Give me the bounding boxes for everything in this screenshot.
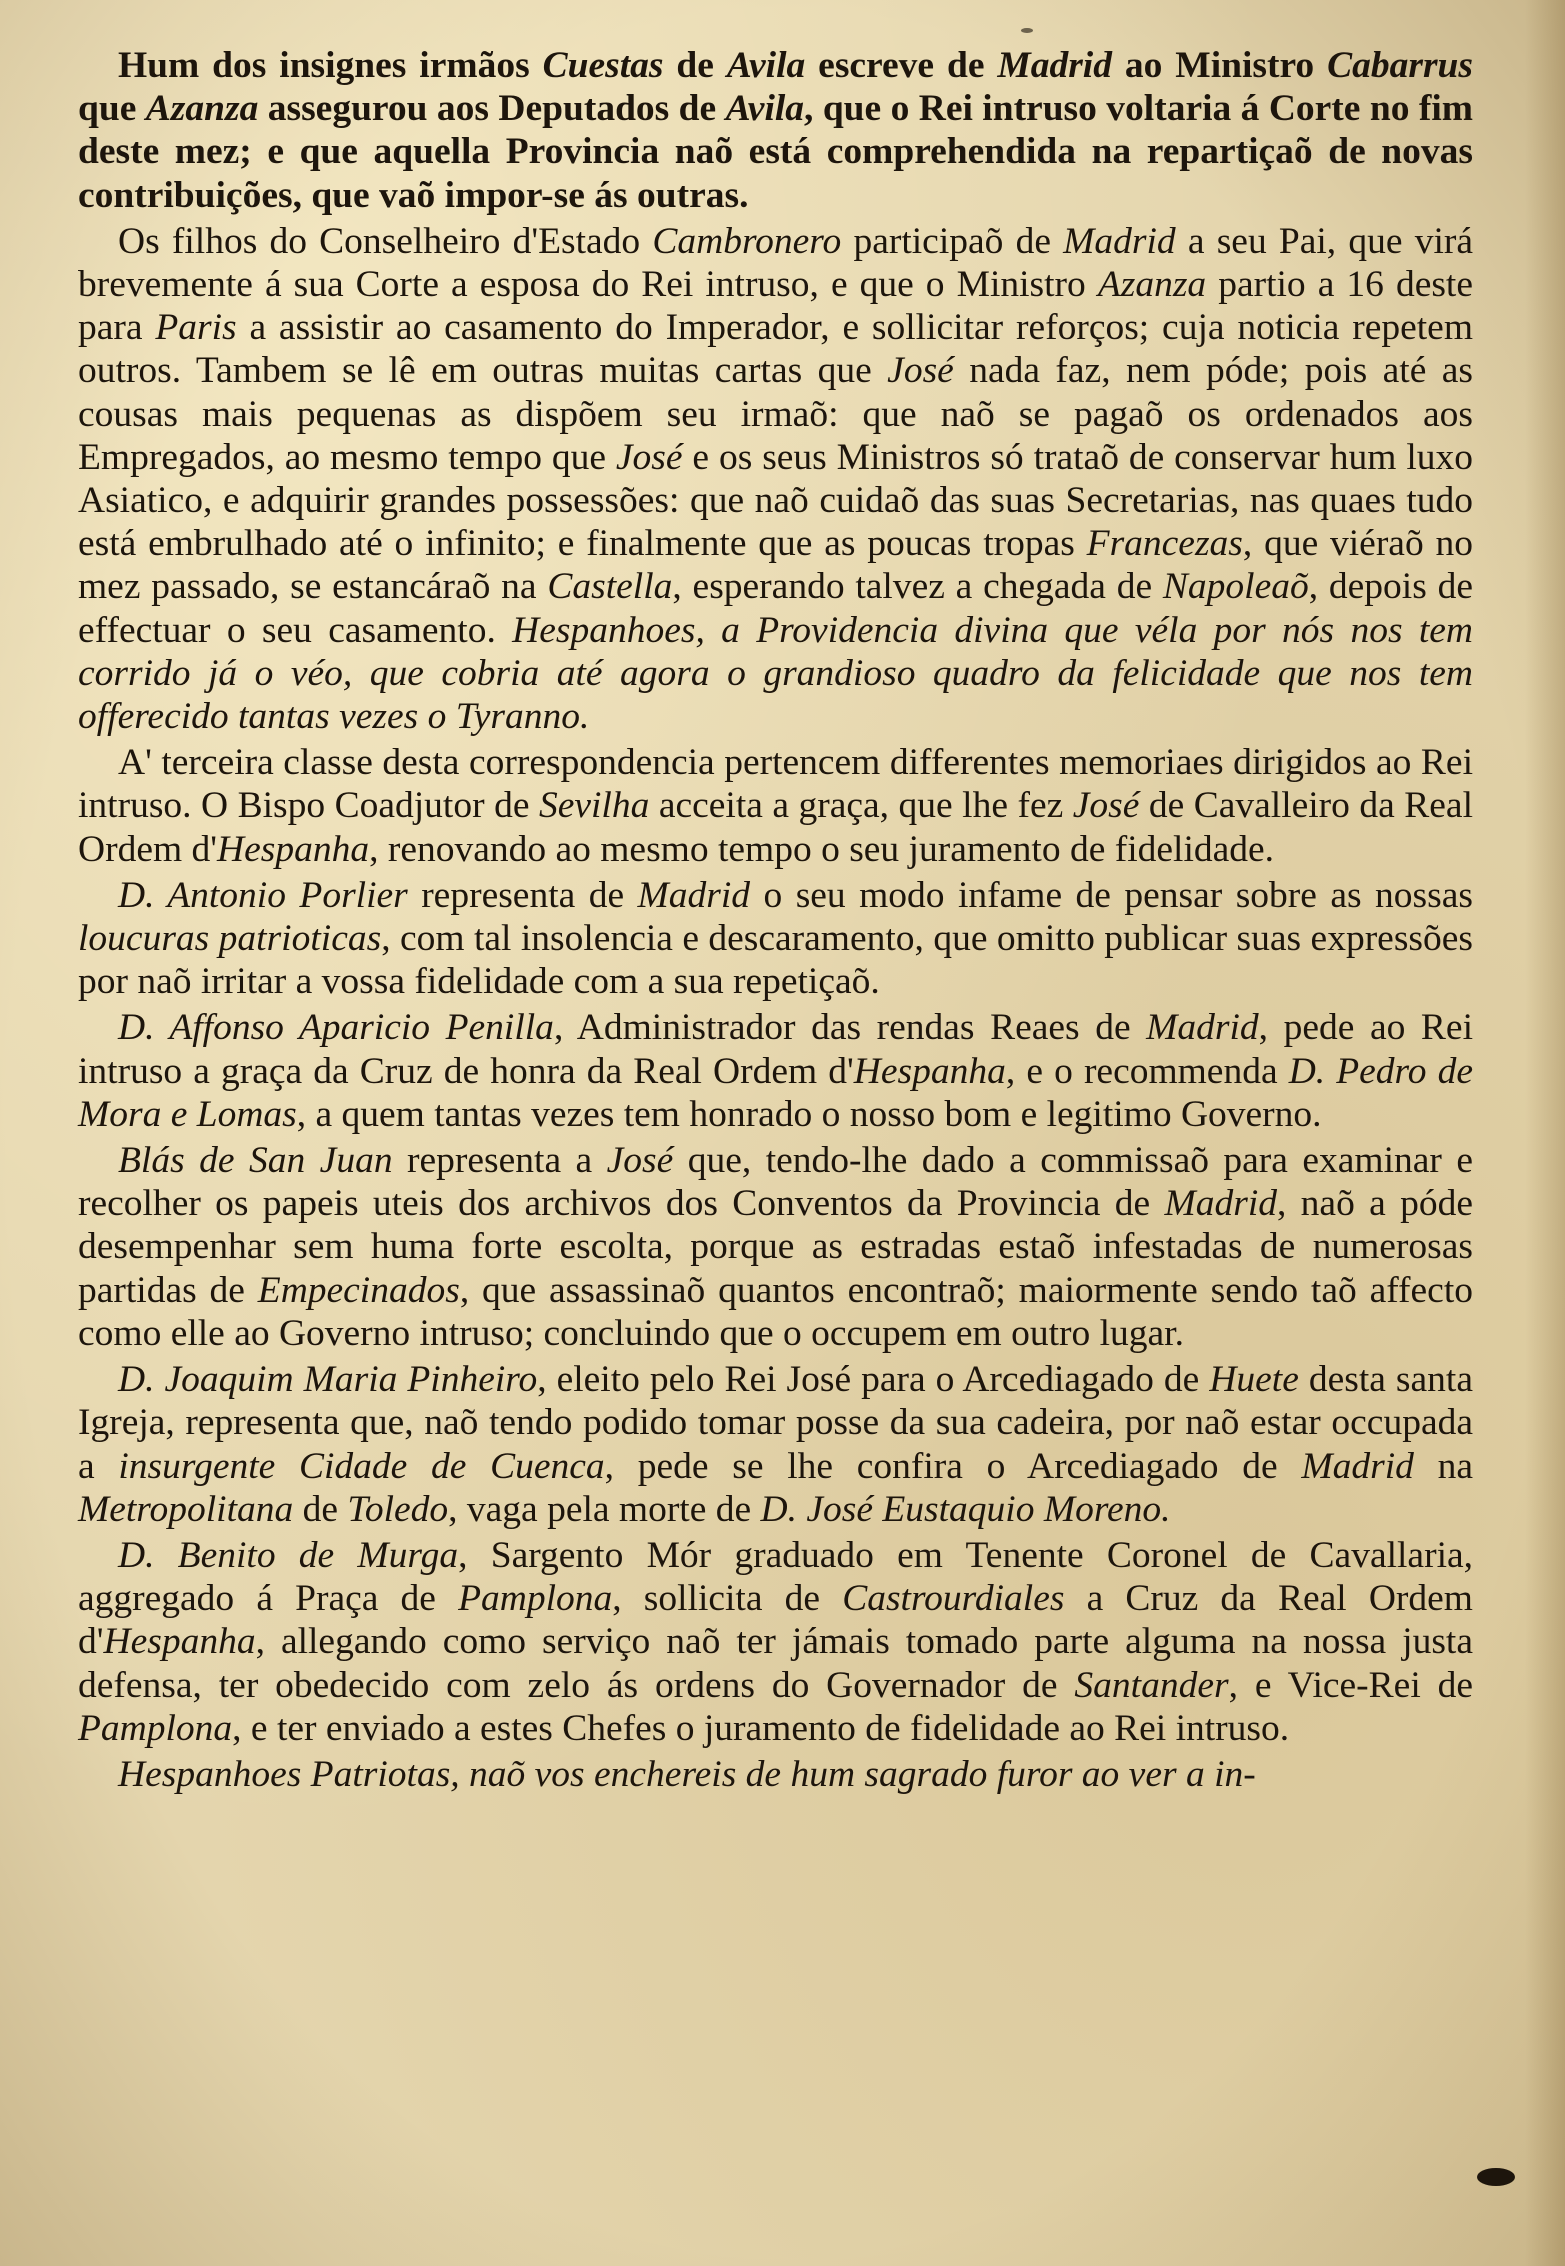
paragraph xyxy=(78,44,1473,217)
italic-text: Pamplona xyxy=(458,1578,613,1620)
italic-text: D. Pedro de Mora e Lomas xyxy=(78,1050,1474,1135)
italic-text: Hespanhoes Patriotas, naõ vos enchereis de hum sagrado furor ao ver a in- xyxy=(118,1753,1256,1795)
italic-text: Empecinados xyxy=(257,1269,460,1311)
text-run: a seu Pai, que virá brevemente á sua Corte a esposa do Rei intruso, e que o Ministro xyxy=(78,220,1474,306)
text-run: , que viéraõ no mez passado, se estancáraõ na xyxy=(78,523,1474,608)
text-run: , e ter enviado a estes Chefes o juramento de fidelidade ao Rei intruso. xyxy=(232,1707,1290,1749)
text-run: , naõ a póde desempenhar sem huma forte escolta, porque as estradas estaõ infestadas de numerosas partidas de xyxy=(78,1183,1474,1311)
text-run: , eleito pelo Rei José para o Arcediagado de xyxy=(537,1359,1210,1401)
paragraph xyxy=(78,220,1473,738)
text-run: acceita a graça, que lhe fez xyxy=(649,785,1073,827)
italic-text: Santander xyxy=(1074,1664,1229,1706)
text-run: representa de xyxy=(407,874,638,916)
text-run: desta santa Igreja, representa que, naõ tendo podido tomar posse da sua cadeira, por naõ estar occupada a xyxy=(78,1359,1473,1487)
text-run: representa a xyxy=(392,1140,607,1182)
italic-text: Napoleaõ xyxy=(1162,566,1309,608)
text-run: assegurou aos Deputados de xyxy=(258,88,726,130)
paragraph xyxy=(78,1753,1473,1796)
ink-blot xyxy=(1477,2168,1515,2186)
italic-text: Cuestas xyxy=(542,45,664,86)
page-edge-shadow xyxy=(1525,0,1565,2266)
text-run: a Cruz da Real Ordem d' xyxy=(78,1578,1473,1663)
italic-text: Madrid xyxy=(1063,220,1176,262)
italic-text: Castrourdiales xyxy=(842,1578,1065,1620)
italic-text: Avila xyxy=(725,88,805,130)
italic-text: José xyxy=(606,1140,674,1182)
text-run: escreve de xyxy=(805,45,998,86)
italic-text: Toledo xyxy=(347,1488,449,1530)
italic-text: Cambronero xyxy=(652,220,842,262)
italic-text: Paris xyxy=(155,307,237,349)
paragraph xyxy=(78,741,1473,871)
text-run: Hum dos insignes irmãos xyxy=(118,45,543,86)
text-run: ao Ministro xyxy=(1111,45,1328,86)
italic-text: Blás de San Juan xyxy=(118,1140,393,1182)
text-run: de xyxy=(293,1488,348,1530)
paragraph xyxy=(78,1358,1473,1531)
text-run: , e o recommenda xyxy=(1005,1050,1289,1092)
italic-text: Madrid xyxy=(1164,1183,1277,1225)
text-run: nada faz, nem póde; pois até as cousas mais pequenas as dispõem seu irmaõ: que naõ se pagaõ os ordenados aos Empregados, ao mesmo tempo que xyxy=(78,350,1473,478)
italic-text: Azanza xyxy=(145,88,259,130)
text-run: , e Vice-Rei de xyxy=(1228,1664,1474,1706)
italic-text: Hespanha xyxy=(853,1050,1006,1092)
italic-text: Hespanha xyxy=(217,828,370,870)
italic-text: D. José Eustaquio Moreno. xyxy=(760,1488,1171,1530)
text-run: a assistir ao casamento do Imperador, e sollicitar reforços; cuja noticia repetem outros. Tambem se lê em outras muitas cartas que xyxy=(78,307,1473,392)
paragraph xyxy=(78,874,1473,1004)
italic-text: D. Joaquim Maria Pinheiro xyxy=(118,1359,538,1401)
italic-text: Madrid xyxy=(997,45,1112,86)
text-run: que, tendo-lhe dado a commissaõ para examinar e recolher os papeis uteis dos archivos dos Conventos da Provincia de xyxy=(78,1140,1473,1225)
italic-text: D. Benito de Murga xyxy=(118,1534,459,1576)
italic-text: Huete xyxy=(1209,1359,1299,1401)
text-run: , Sargento Mór graduado em Tenente Coronel de Cavallaria, aggregado á Praça de xyxy=(78,1534,1474,1620)
italic-text: insurgente Cidade de Cuenca xyxy=(118,1445,605,1487)
article-body xyxy=(78,44,1473,1799)
ink-speck xyxy=(1021,28,1033,33)
text-run: Os filhos do Conselheiro d'Estado xyxy=(118,220,653,262)
text-run: A' terceira classe desta correspondencia pertencem differentes memoriaes dirigidos ao Rei intruso. O Bispo Coadjutor de xyxy=(78,742,1473,827)
text-run: , que assassinaõ quantos encontraõ; maiormente sendo taõ affecto como elle ao Governo intruso; concluindo que o occupem em outro lugar. xyxy=(78,1269,1473,1354)
text-run: de xyxy=(663,45,727,86)
italic-text: José xyxy=(887,350,954,392)
text-run: o seu modo infame de pensar sobre as nossas xyxy=(750,874,1473,916)
paragraph xyxy=(78,1534,1473,1750)
italic-text: Azanza xyxy=(1097,264,1207,306)
text-run: , pede se lhe confira o Arcediagado de xyxy=(604,1445,1302,1487)
paragraph xyxy=(78,1139,1473,1355)
text-run: participaõ de xyxy=(841,220,1064,262)
text-run: , a quem tantas vezes tem honrado o nosso bom e legitimo Governo. xyxy=(296,1093,1322,1135)
text-run: , esperando talvez a chegada de xyxy=(672,566,1163,608)
italic-text: loucuras patrioticas xyxy=(78,918,382,960)
text-run: , vaga pela morte de xyxy=(448,1488,761,1530)
italic-text: D. Affonso Aparicio Penilla xyxy=(118,1007,554,1049)
text-run: de Cavalleiro da Real Ordem d' xyxy=(78,785,1473,870)
text-run: e os seus Ministros só trataõ de conservar hum luxo Asiatico, e adquirir grandes possessões: que naõ cuidaõ das suas Secretarias, nas quaes tudo está embrulhado até o infinito; e finalmente que as poucas tropas xyxy=(78,436,1473,565)
text-run: , renovando ao mesmo tempo o seu juramento de fidelidade. xyxy=(369,828,1275,870)
italic-text: José xyxy=(615,436,683,478)
italic-text: José xyxy=(1072,785,1140,827)
italic-text: Castella xyxy=(547,566,673,608)
italic-text: Cabarrus xyxy=(1327,45,1473,86)
text-run: , depois de effectuar o seu casamento. xyxy=(78,566,1473,651)
text-run: partio a 16 deste para xyxy=(78,264,1473,349)
italic-text: Sevilha xyxy=(538,785,650,827)
text-run: , Administrador das rendas Reaes de xyxy=(553,1007,1147,1049)
italic-text: Hespanhoes, a Providencia divina que véla por nós nos tem corrido já o véo, que cobria até agora o grandioso quadro da felicidade que nos tem offerecido tantas vezes o Tyranno. xyxy=(78,609,1473,738)
text-run: , sollicita de xyxy=(612,1578,843,1620)
text-run: , que o Rei intruso voltaria á Corte no fim deste mez; e que aquella Provincia naõ está comprehendida na repartiçaõ de novas contribuições, que vaõ impor-se ás outras. xyxy=(78,88,1473,216)
italic-text: Francezas xyxy=(1086,523,1243,565)
text-run: , com tal insolencia e descaramento, que omitto publicar suas expressões por naõ irritar a vossa fidelidade com a sua repetiçaõ. xyxy=(78,918,1473,1003)
italic-text: D. Antonio Porlier xyxy=(118,874,408,916)
italic-text: Metropolitana xyxy=(78,1488,294,1530)
italic-text: Madrid xyxy=(1301,1445,1414,1487)
paragraph xyxy=(78,1006,1473,1136)
text-run: que xyxy=(78,88,146,130)
text-run: , allegando como serviço naõ ter jámais tomado parte alguma na nossa justa defensa, ter obedecido com zelo ás ordens do Governador de xyxy=(78,1621,1473,1706)
italic-text: Madrid xyxy=(1146,1007,1259,1049)
text-run: na xyxy=(1413,1445,1473,1487)
italic-text: Madrid xyxy=(637,874,751,916)
italic-text: Avila xyxy=(726,45,806,86)
italic-text: Hespanha xyxy=(103,1621,256,1663)
text-run: , pede ao Rei intruso a graça da Cruz de honra da Real Ordem d' xyxy=(78,1007,1473,1092)
italic-text: Pamplona xyxy=(78,1707,233,1749)
